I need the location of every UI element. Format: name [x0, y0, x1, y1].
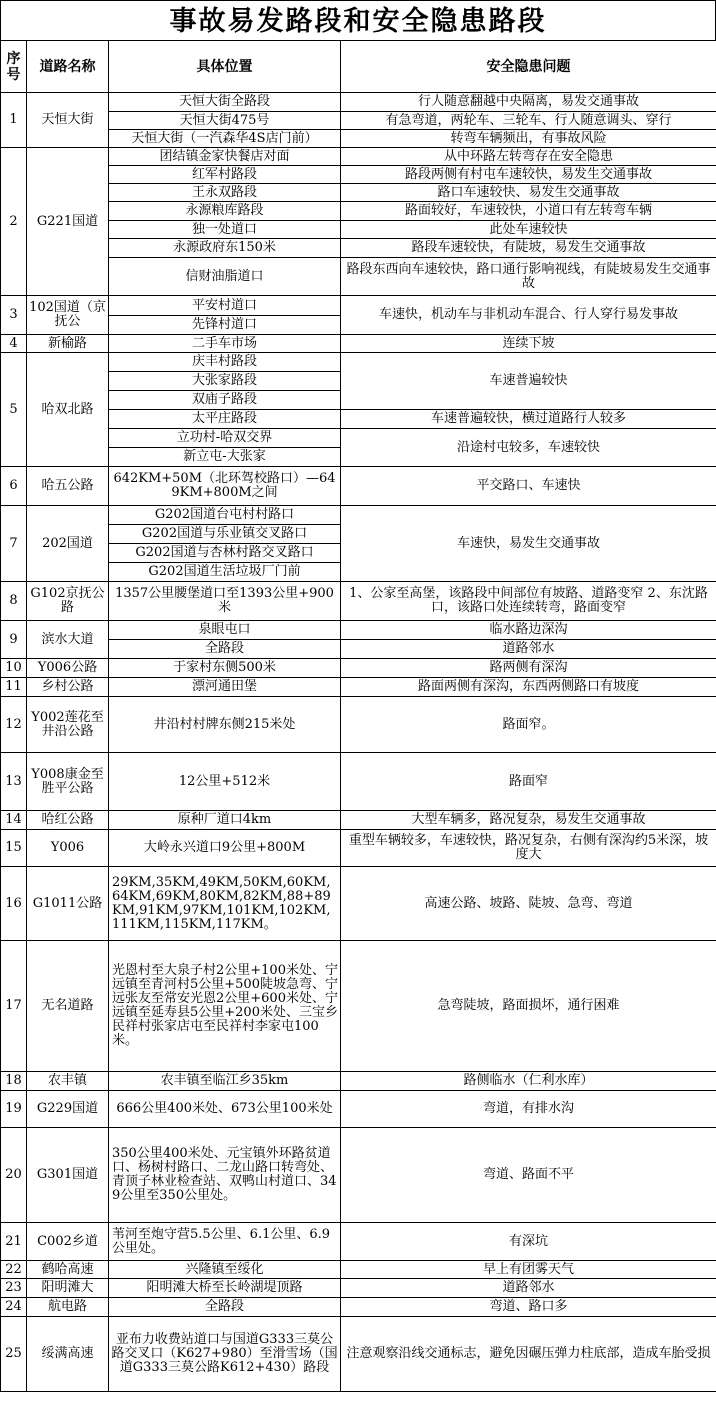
row-no: 22 [1, 1261, 27, 1279]
row-issue: 弯道，有排水沟 [341, 1091, 716, 1128]
row-location: 12公里+512米 [109, 753, 341, 811]
row-no: 9 [1, 621, 27, 659]
row-location: 太平庄路段 [109, 410, 341, 429]
row-location: 泉眼屯口 [109, 621, 341, 640]
row-location: 天恒大街475号 [109, 112, 341, 130]
row-location: 新立屯-大张家 [109, 448, 341, 467]
row-no: 24 [1, 1298, 27, 1317]
row-issue: 有深坑 [341, 1223, 716, 1261]
row-no: 11 [1, 678, 27, 697]
table-row [1, 130, 716, 148]
row-issue: 路面两侧有深沟，东西两侧路口有坡度 [341, 678, 716, 697]
row-issue: 弯道、路口多 [341, 1298, 716, 1317]
row-no: 25 [1, 1317, 27, 1392]
row-issue: 路两侧有深沟 [341, 659, 716, 678]
table-row [1, 830, 716, 867]
row-location: 29KM,35KM,49KM,50KM,60KM,64KM,69KM,80KM,82KM,88+89KM,91KM,97KM,101KM,102KM,111KM,115KM,117KM。 [109, 867, 341, 941]
row-location: G202国道与杏林村路交叉路口 [109, 544, 341, 563]
header-road: 道路名称 [27, 41, 109, 93]
row-road: 乡村公路 [27, 678, 109, 697]
table-row [1, 184, 716, 202]
row-road: G102京抚公路 [27, 582, 109, 621]
row-road: G229国道 [27, 1091, 109, 1128]
row-road: 新榆路 [27, 335, 109, 353]
table-row [1, 202, 716, 221]
row-issue: 路段车速较快，有陡坡，易发生交通事故 [341, 239, 716, 258]
row-location: 666公里400米处、673公里100米处 [109, 1091, 341, 1128]
row-road: 202国道 [27, 506, 109, 582]
row-no: 10 [1, 659, 27, 678]
row-road: G221国道 [27, 148, 109, 296]
row-road: 绥满高速 [27, 1317, 109, 1392]
row-location: 农丰镇至临江乡35km [109, 1072, 341, 1091]
row-no: 7 [1, 506, 27, 582]
header-no: 序号 [1, 41, 27, 93]
row-location: 天恒大街全路段 [109, 93, 341, 112]
row-issue: 路侧临水（仁利水库） [341, 1072, 716, 1091]
row-road: 航电路 [27, 1298, 109, 1317]
row-location: 红军村路段 [109, 166, 341, 184]
row-no: 3 [1, 296, 27, 335]
table-row [1, 811, 716, 830]
table-row [1, 1091, 716, 1128]
row-location: 双庙子路段 [109, 391, 341, 410]
row-no: 8 [1, 582, 27, 621]
table-row [1, 166, 716, 184]
row-location: 独一处道口 [109, 221, 341, 239]
table-row [1, 506, 716, 525]
row-location: 兴隆镇至绥化 [109, 1261, 341, 1279]
row-no: 19 [1, 1091, 27, 1128]
table-row [1, 1279, 716, 1298]
header-location: 具体位置 [109, 41, 341, 93]
row-location: 亚布力收费站道口与国道G333三莫公路交叉口（K627+980）至滑雪场（国道G333三莫公路K612+430）路段 [109, 1317, 341, 1392]
row-no: 17 [1, 941, 27, 1072]
header-row [1, 41, 716, 93]
row-road: 102国道（京抚公 [27, 296, 109, 335]
row-road: 鹤哈高速 [27, 1261, 109, 1279]
row-issue: 有急弯道，两轮车、三轮车、行人随意调头、穿行 [341, 112, 716, 130]
table-row [1, 410, 716, 429]
table-row [1, 1072, 716, 1091]
table-row [1, 112, 716, 130]
row-road: Y008康金至胜平公路 [27, 753, 109, 811]
table-row [1, 296, 716, 316]
row-location: 350公里400米处、元宝镇外环路贫道口、杨树村路口、二龙山路口转弯处、青顶子林业检查站、双鸭山村道口、349公里至350公里处。 [109, 1128, 341, 1223]
row-issue: 车速快，易发生交通事故 [341, 506, 716, 582]
row-location: 大张家路段 [109, 372, 341, 391]
row-location: 642KM+50M（北环驾校路口）—649KM+800M之间 [109, 467, 341, 506]
row-no: 6 [1, 467, 27, 506]
row-issue: 转弯车辆频出，有事故风险 [341, 130, 716, 148]
table-row [1, 582, 716, 621]
row-road: 阳明滩大 [27, 1279, 109, 1298]
row-no: 15 [1, 830, 27, 867]
row-location: 永源粮库路段 [109, 202, 341, 221]
row-road: C002乡道 [27, 1223, 109, 1261]
row-issue: 从中环路左转弯存在安全隐患 [341, 148, 716, 166]
row-location: G202国道生活垃圾厂门前 [109, 563, 341, 582]
table-row [1, 258, 716, 296]
table-row [1, 429, 716, 448]
row-location: 信财油脂道口 [109, 258, 341, 296]
row-road: Y006 [27, 830, 109, 867]
row-location: G202国道与乐业镇交叉路口 [109, 525, 341, 544]
row-road: 天恒大街 [27, 93, 109, 148]
row-issue: 平交路口、车速快 [341, 467, 716, 506]
row-location: 大岭永兴道口9公里+800M [109, 830, 341, 867]
table-row [1, 353, 716, 372]
row-road: Y006公路 [27, 659, 109, 678]
row-location: 平安村道口 [109, 296, 341, 316]
table-row [1, 867, 716, 941]
row-no: 16 [1, 867, 27, 941]
table-row [1, 678, 716, 697]
row-road: 哈红公路 [27, 811, 109, 830]
row-no: 23 [1, 1279, 27, 1298]
row-location: 于家村东侧500米 [109, 659, 341, 678]
table-row [1, 659, 716, 678]
row-issue: 路段两侧有村屯车速较快，易发生交通事故 [341, 166, 716, 184]
table-row [1, 1298, 716, 1317]
row-road: G1011公路 [27, 867, 109, 941]
row-issue: 路面窄 [341, 753, 716, 811]
row-issue: 高速公路、坡路、陡坡、急弯、弯道 [341, 867, 716, 941]
row-road: 哈双北路 [27, 353, 109, 467]
row-issue: 早上有团雾天气 [341, 1261, 716, 1279]
row-issue: 车速普遍较快 [341, 353, 716, 410]
row-location: 永源政府东150米 [109, 239, 341, 258]
row-issue: 路面较好，车速较快，小道口有左转弯车辆 [341, 202, 716, 221]
row-issue: 连续下坡 [341, 335, 716, 353]
document-title: 事故易发路段和安全隐患路段 [0, 0, 716, 40]
table-row [1, 93, 716, 112]
row-no: 14 [1, 811, 27, 830]
row-issue: 此处车速较快 [341, 221, 716, 239]
row-issue: 急弯陡坡，路面损坏，通行困难 [341, 941, 716, 1072]
row-location: 全路段 [109, 640, 341, 659]
row-issue: 路段东西向车速较快，路口通行影响视线，有陡坡易发生交通事故 [341, 258, 716, 296]
row-issue: 重型车辆较多，车速较快，路况复杂，右侧有深沟约5米深，坡度大 [341, 830, 716, 867]
row-location: G202国道台屯村村路口 [109, 506, 341, 525]
row-issue: 车速普遍较快，横过道路行人较多 [341, 410, 716, 429]
row-road: 哈五公路 [27, 467, 109, 506]
table-row [1, 1261, 716, 1279]
table-row [1, 697, 716, 753]
row-location: 1357公里腰堡道口至1393公里+900米 [109, 582, 341, 621]
row-no: 20 [1, 1128, 27, 1223]
table-row [1, 640, 716, 659]
row-location: 王永双路段 [109, 184, 341, 202]
row-location: 阳明滩大桥至长岭湖堤顶路 [109, 1279, 341, 1298]
row-road: 无名道路 [27, 941, 109, 1072]
row-issue: 路口车速较快、易发生交通事故 [341, 184, 716, 202]
row-location: 庆丰村路段 [109, 353, 341, 372]
row-road: Y002莲花至井沿公路 [27, 697, 109, 753]
row-no: 1 [1, 93, 27, 148]
row-no: 21 [1, 1223, 27, 1261]
row-location: 井沿村村牌东侧215米处 [109, 697, 341, 753]
table-row [1, 621, 716, 640]
row-no: 5 [1, 353, 27, 467]
row-issue: 道路邻水 [341, 1279, 716, 1298]
row-location: 立功村-哈双交界 [109, 429, 341, 448]
row-issue: 注意观察沿线交通标志，避免因碾压弹力柱底部，造成车胎受损 [341, 1317, 716, 1392]
header-issue: 安全隐患问题 [341, 41, 716, 93]
row-road: 农丰镇 [27, 1072, 109, 1091]
row-location: 团结镇金家快餐店对面 [109, 148, 341, 166]
row-no: 13 [1, 753, 27, 811]
row-issue: 弯道、路面不平 [341, 1128, 716, 1223]
row-no: 2 [1, 148, 27, 296]
row-no: 12 [1, 697, 27, 753]
row-no: 4 [1, 335, 27, 353]
table-row [1, 335, 716, 353]
row-location: 原种厂道口4km [109, 811, 341, 830]
row-location: 苇河至炮守营5.5公里、6.1公里、6.9公里处。 [109, 1223, 341, 1261]
row-road: G301国道 [27, 1128, 109, 1223]
row-no: 18 [1, 1072, 27, 1091]
table-row [1, 1128, 716, 1223]
row-road: 滨水大道 [27, 621, 109, 659]
row-issue: 大型车辆多，路况复杂，易发生交通事故 [341, 811, 716, 830]
table-row [1, 239, 716, 258]
table-row [1, 148, 716, 166]
row-location: 全路段 [109, 1298, 341, 1317]
row-issue: 车速快，机动车与非机动车混合、行人穿行易发事故 [341, 296, 716, 335]
table-row [1, 1317, 716, 1392]
row-issue: 路面窄。 [341, 697, 716, 753]
row-issue: 临水路边深沟 [341, 621, 716, 640]
table-row [1, 753, 716, 811]
row-location: 天恒大街（一汽森华4S店门前） [109, 130, 341, 148]
table-row [1, 941, 716, 1072]
row-location: 二手车市场 [109, 335, 341, 353]
row-location: 漂河通田堡 [109, 678, 341, 697]
row-issue: 道路邻水 [341, 640, 716, 659]
row-issue: 1、公家至高堡，该路段中间部位有坡路、道路变窄 2、东沈路口，该路口处连续转弯，路面变窄 [341, 582, 716, 621]
row-issue: 沿途村屯较多，车速较快 [341, 429, 716, 467]
row-location: 先锋村道口 [109, 316, 341, 335]
row-issue: 行人随意翻越中央隔离，易发交通事故 [341, 93, 716, 112]
table-row [1, 1223, 716, 1261]
row-location: 光恩村至大泉子村2公里+100米处、宁远镇至青河村5公里+500陡坡急弯、宁远张友至常安光恩2公里+600米处、宁远镇至延寿县5公里+200米处、三宝乡民祥村张家店屯至民祥村李家屯100米。 [109, 941, 341, 1072]
hazard-table [0, 40, 716, 1392]
table-row [1, 467, 716, 506]
table-row [1, 221, 716, 239]
